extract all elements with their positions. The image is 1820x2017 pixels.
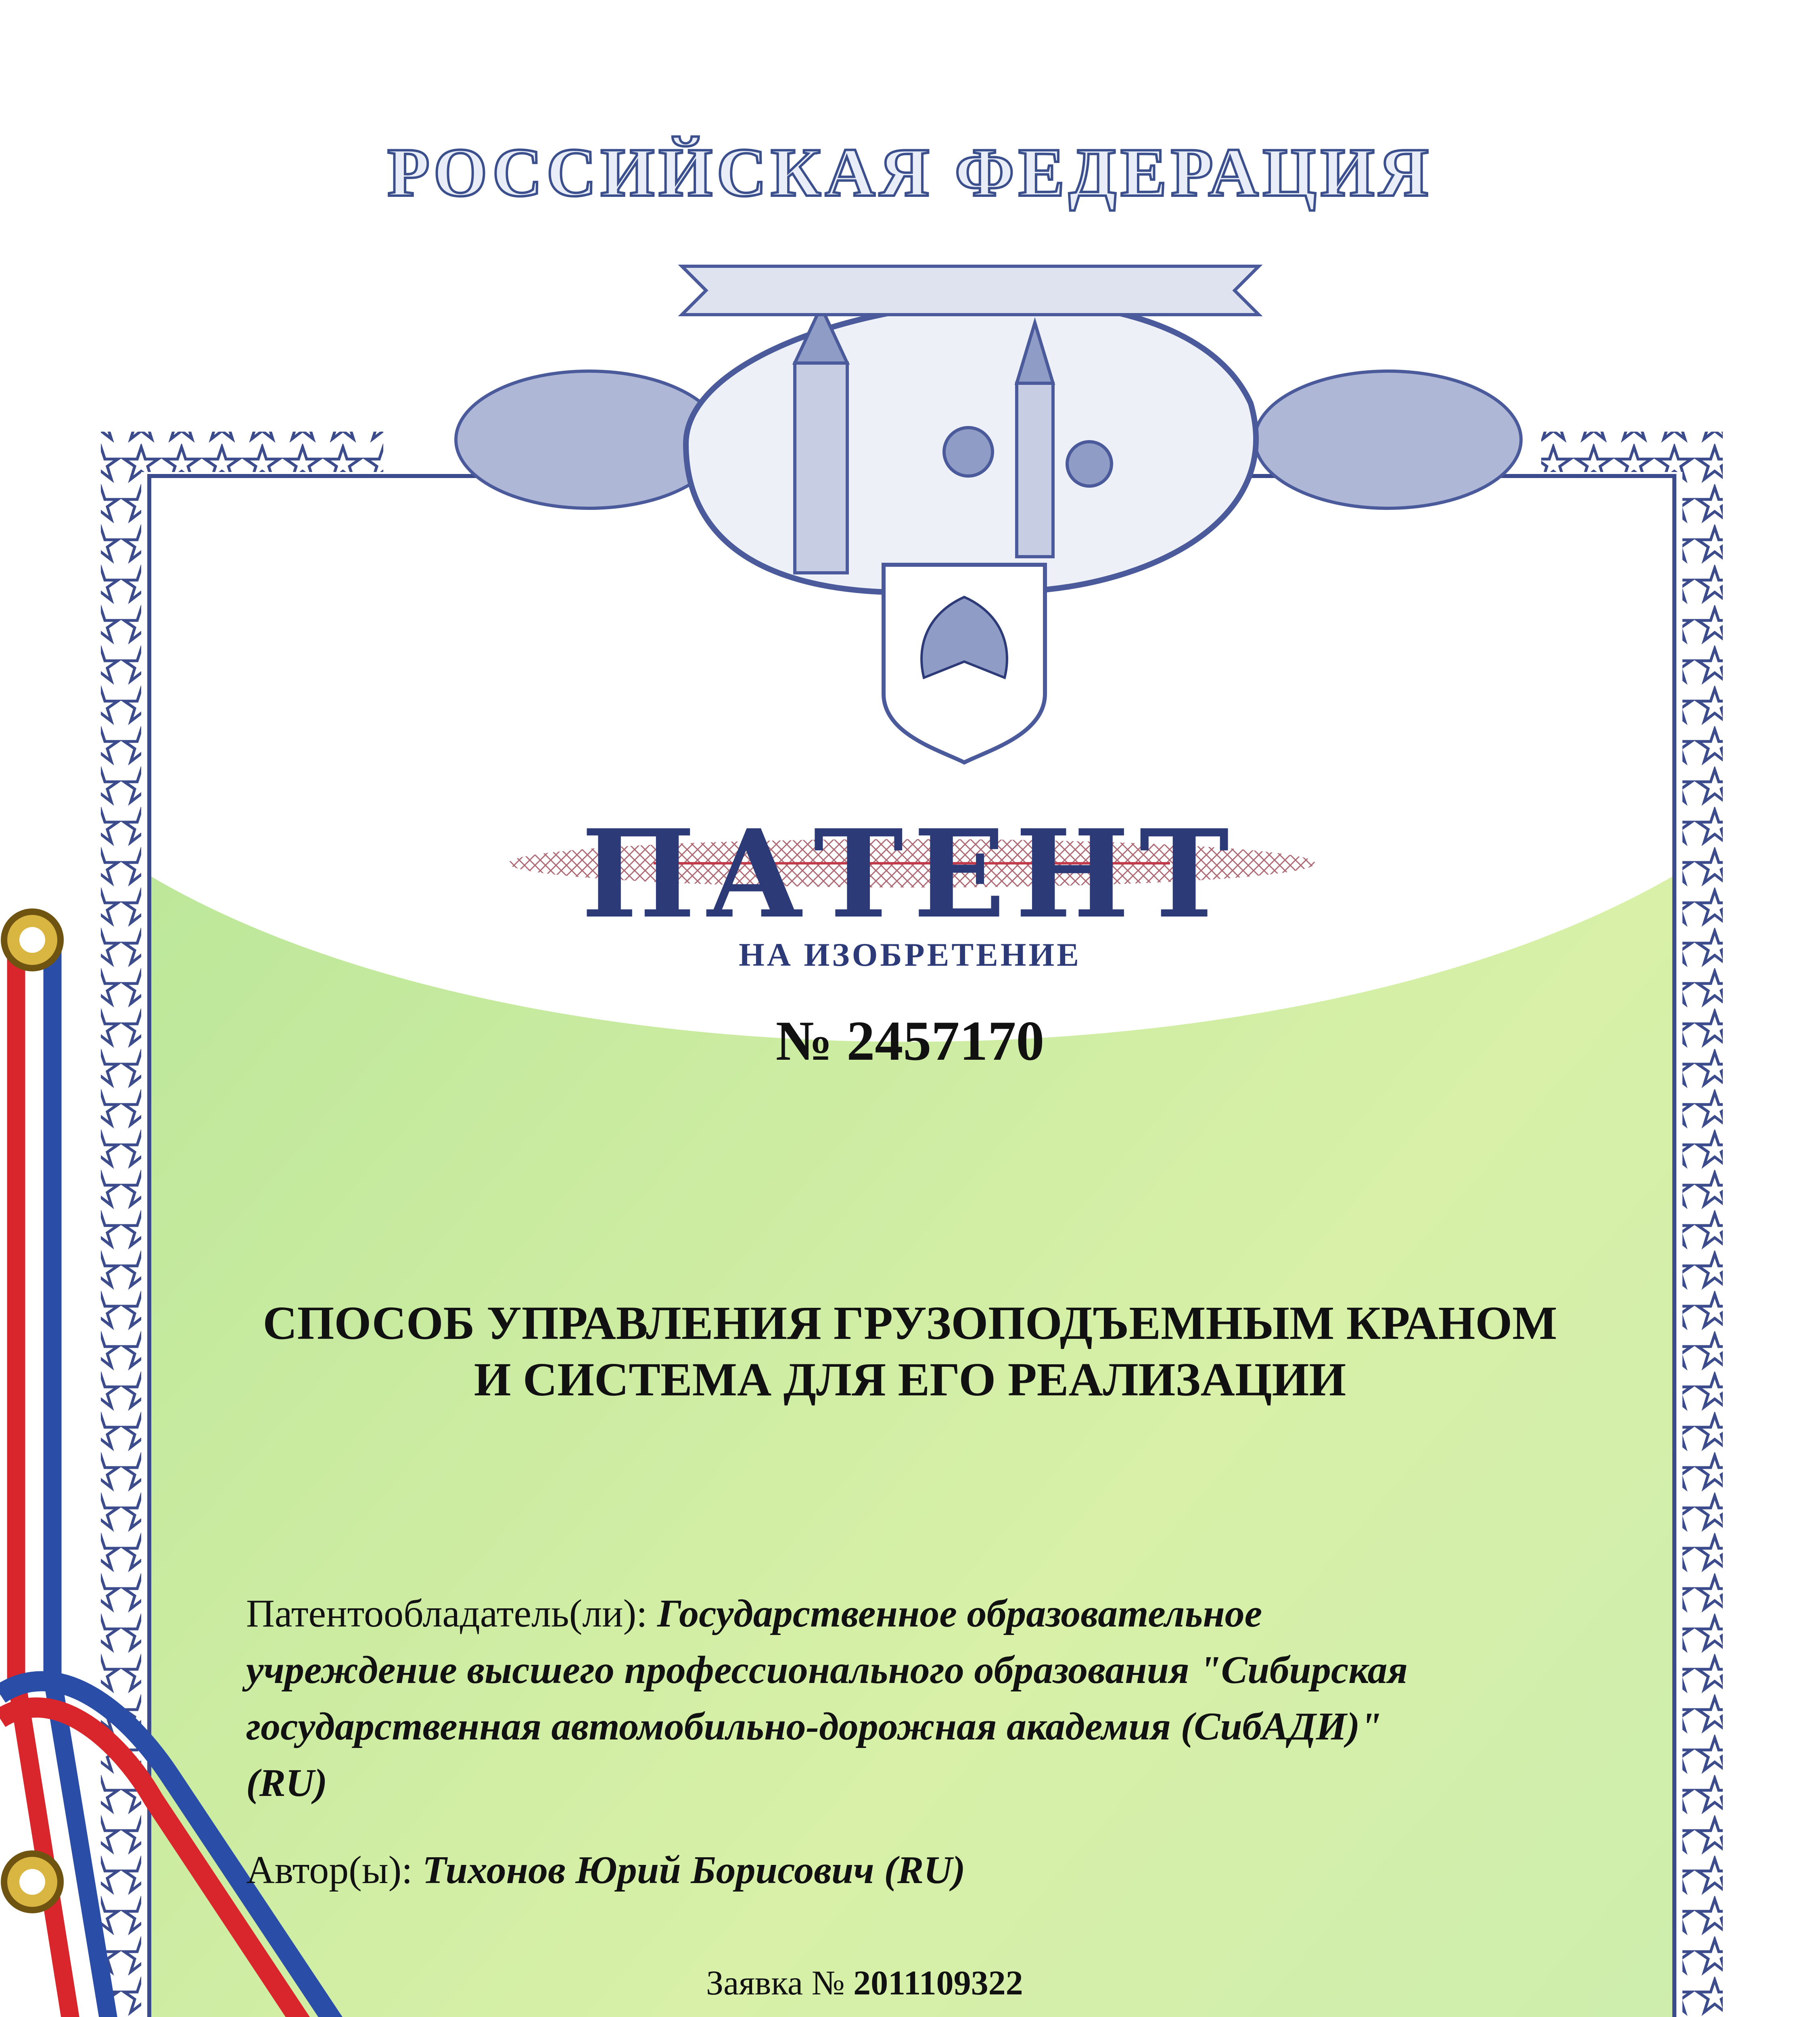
holder-value-line-4: (RU) — [246, 1761, 328, 1805]
country-heading: РОССИЙСКАЯ ФЕДЕРАЦИЯ — [387, 134, 1433, 211]
kremlin-emblem — [456, 266, 1521, 762]
holder-value-line-3: государственная автомобильно-дорожная академия (СибАДИ)" — [246, 1705, 1382, 1748]
author-value: Тихонов Юрий Борисович (RU) — [422, 1848, 965, 1892]
invention-title-line-1: СПОСОБ УПРАВЛЕНИЯ ГРУЗОПОДЪЕМНЫМ КРАНОМ — [263, 1297, 1557, 1349]
author-label: Автор(ы): — [246, 1848, 413, 1892]
application-label: Заявка № — [706, 1963, 845, 2002]
holder-value-line-1: Государственное образовательное — [657, 1592, 1262, 1635]
author — [246, 1848, 965, 1893]
invention-title-line-2: И СИСТЕМА ДЛЯ ЕГО РЕАЛИЗАЦИИ — [474, 1353, 1346, 1406]
document-type-title: ПАТЕНТ — [581, 803, 1239, 945]
application-line — [706, 1961, 1023, 2005]
holder-value-line-2: учреждение высшего профессионального образования "Сибирская — [246, 1648, 1408, 1692]
invention-title — [0, 1295, 1820, 1408]
patent-holder — [246, 1585, 1678, 1811]
document-type-subtitle: НА ИЗОБРЕТЕНИЕ — [739, 936, 1081, 973]
holder-label: Патентообладатель(ли): — [246, 1592, 648, 1635]
application-number: 2011109322 — [853, 1963, 1023, 2002]
patent-number: № 2457170 — [775, 1010, 1045, 1072]
